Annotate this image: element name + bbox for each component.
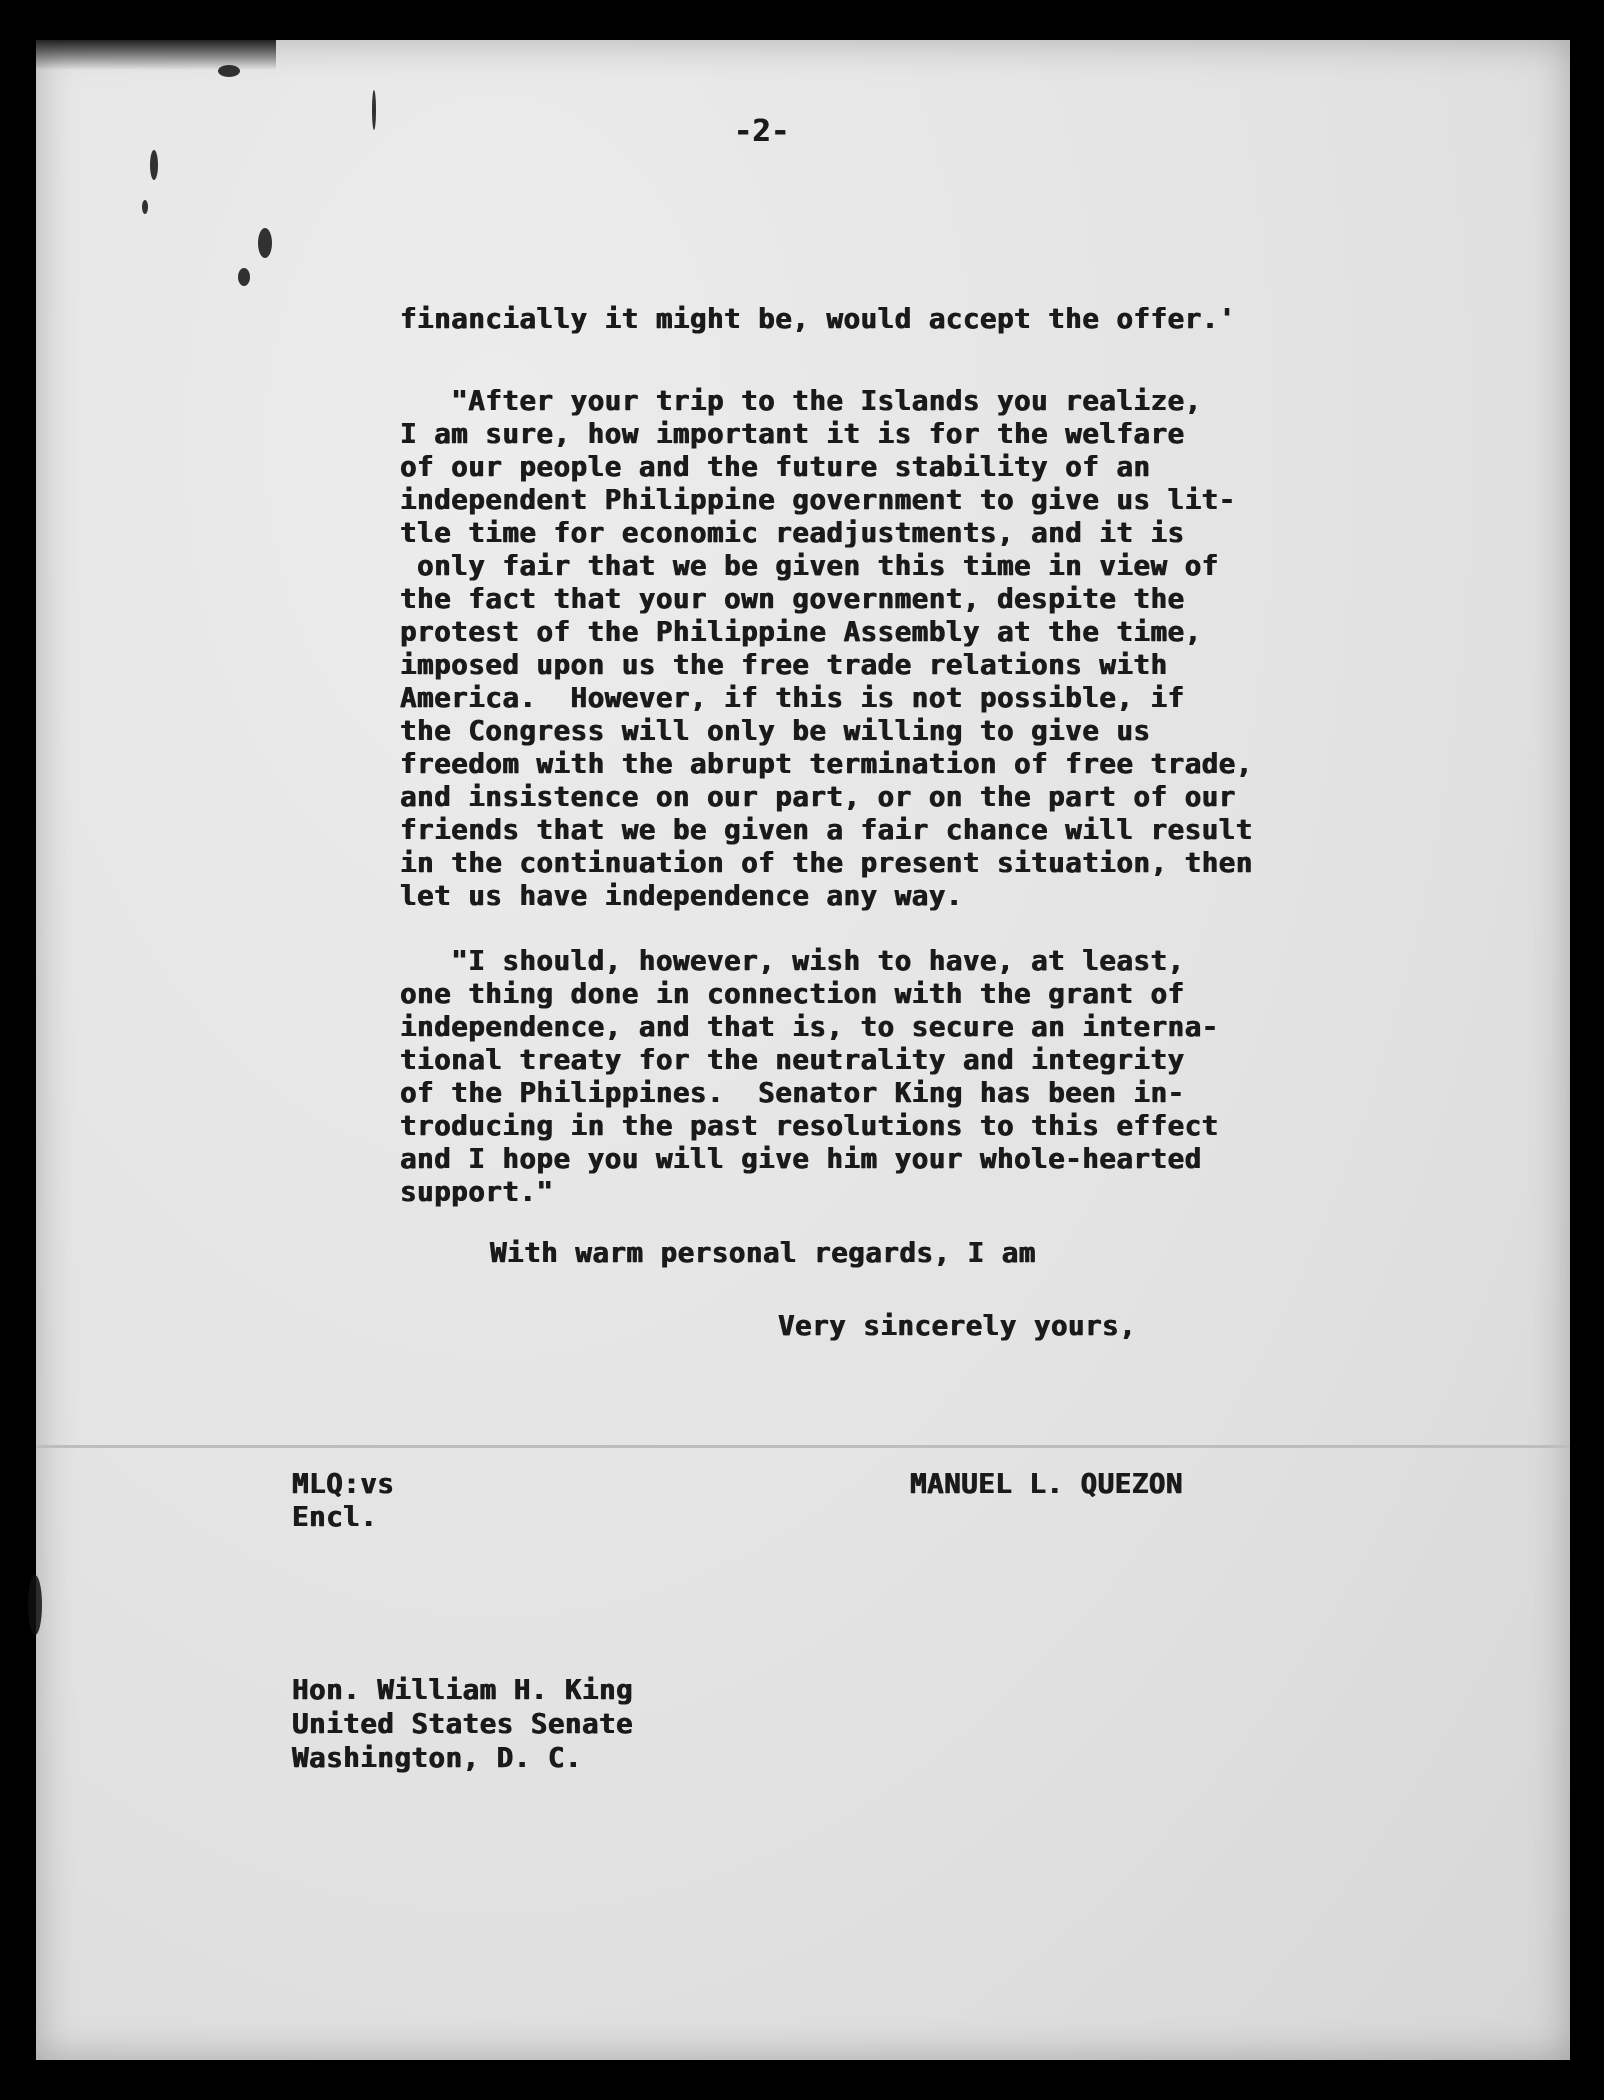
- ink-smudge: [238, 268, 250, 286]
- text-line: "After your trip to the Islands you realize,: [400, 385, 1202, 417]
- text-line: and I hope you will give him your whole-hearted: [400, 1143, 1202, 1175]
- initials-line: MLQ:vs: [292, 1468, 395, 1500]
- ink-smudge: [150, 150, 158, 180]
- signature-name: MANUEL L. QUEZON: [910, 1468, 1183, 1500]
- text-line: tional treaty for the neutrality and integrity: [400, 1044, 1185, 1076]
- text-line: America. However, if this is not possible, if: [400, 682, 1185, 714]
- text-line: "I should, however, wish to have, at least,: [400, 945, 1185, 977]
- text-line: imposed upon us the free trade relations with: [400, 649, 1168, 681]
- text-line: friends that we be given a fair chance will result: [400, 814, 1253, 846]
- text-line: protest of the Philippine Assembly at the time,: [400, 616, 1202, 648]
- page-fold-line: [36, 1445, 1570, 1448]
- text-line: financially it might be, would accept the offer.': [400, 303, 1236, 335]
- paragraph-quote-2: [400, 945, 1219, 1209]
- text-line: let us have independence any way.: [400, 880, 963, 912]
- enclosure-line: Encl.: [292, 1501, 378, 1533]
- valediction: Very sincerely yours,: [778, 1310, 1137, 1342]
- text-line: troducing in the past resolutions to this effect: [400, 1110, 1219, 1142]
- text-line: freedom with the abrupt termination of free trade,: [400, 748, 1253, 780]
- text-line: I am sure, how important it is for the welfare: [400, 418, 1185, 450]
- text-line: independence, and that is, to secure an interna-: [400, 1011, 1219, 1043]
- text-line: tle time for economic readjustments, and it is: [400, 517, 1185, 549]
- text-line: only fair that we be given this time in view of: [400, 550, 1219, 582]
- text-line: of our people and the future stability of an: [400, 451, 1151, 483]
- text-line: in the continuation of the present situation, then: [400, 847, 1253, 879]
- reference-initials: [292, 1468, 394, 1534]
- paragraph-quote-1: [400, 385, 1253, 913]
- text-line: the Congress will only be willing to give us: [400, 715, 1151, 747]
- text-line: one thing done in connection with the grant of: [400, 978, 1185, 1010]
- text-line: of the Philippines. Senator King has been in-: [400, 1077, 1185, 1109]
- ink-smudge: [372, 90, 376, 130]
- ink-smudge: [28, 1575, 42, 1635]
- addressee-city: Washington, D. C.: [292, 1742, 582, 1774]
- scan-edge-shadow: [36, 40, 276, 70]
- ink-smudge: [142, 200, 148, 214]
- addressee-block: [292, 1673, 633, 1775]
- text-line: the fact that your own government, despite the: [400, 583, 1185, 615]
- ink-smudge: [218, 65, 240, 77]
- text-line: support.": [400, 1176, 554, 1208]
- paragraph-continuation: [400, 303, 1236, 336]
- text-line: independent Philippine government to give us lit-: [400, 484, 1236, 516]
- closing-line: With warm personal regards, I am: [490, 1237, 1036, 1269]
- addressee-organization: United States Senate: [292, 1708, 634, 1740]
- text-line: and insistence on our part, or on the part of our: [400, 781, 1236, 813]
- ink-smudge: [258, 228, 272, 258]
- page-number: -2-: [734, 114, 790, 149]
- addressee-name: Hon. William H. King: [292, 1674, 634, 1706]
